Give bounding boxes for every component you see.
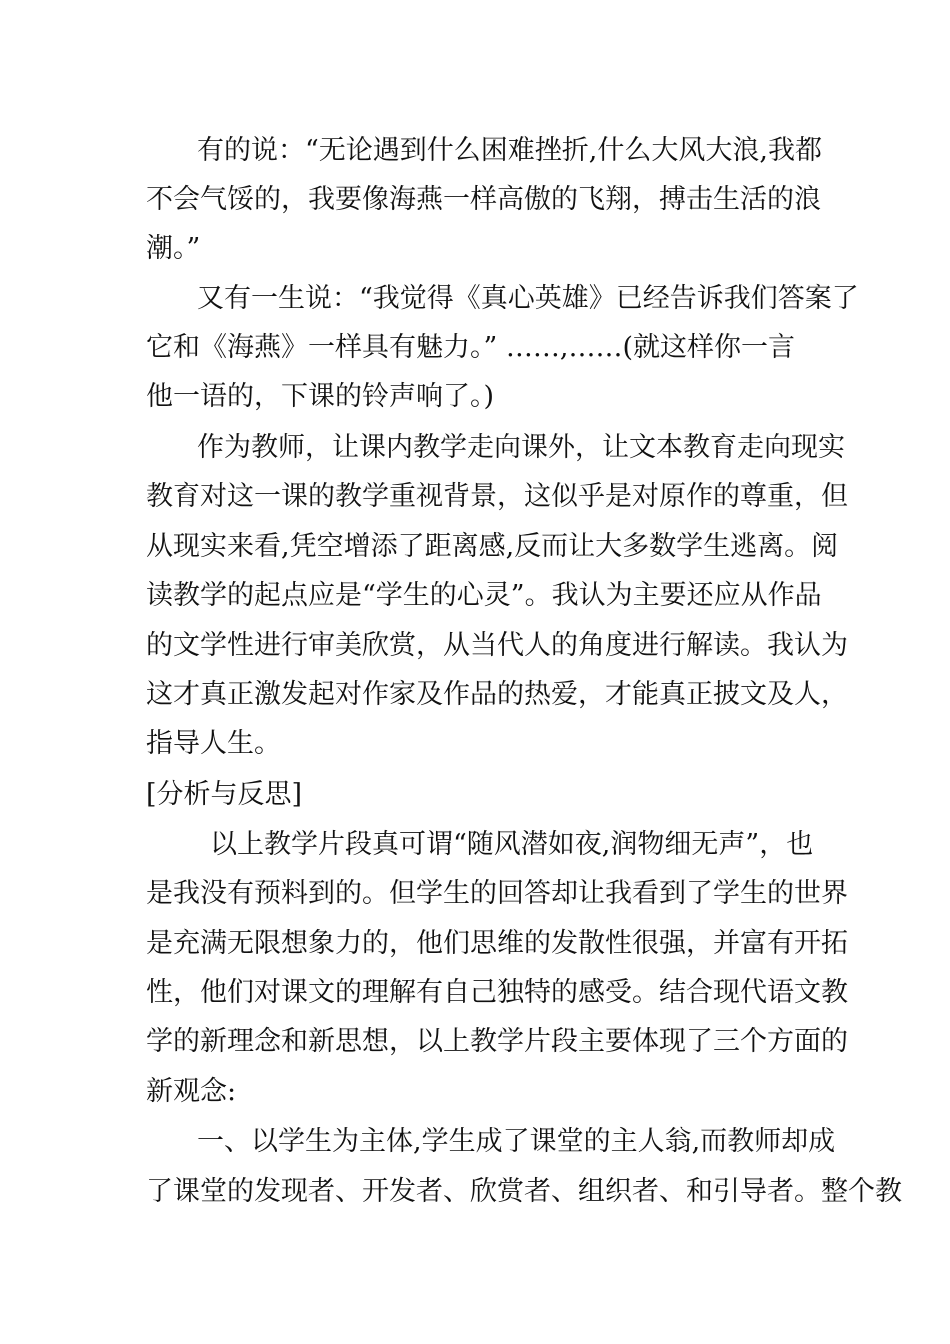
text-line: 的文学性进行审美欣赏，从当代人的角度进行解读。我认为 [146, 630, 848, 661]
section-heading: [分析与反思] [146, 779, 303, 810]
text-line: 这才真正激发起对作家及作品的热爱，才能真正披文及人， [146, 679, 848, 710]
text-line: 新观念: [146, 1076, 237, 1107]
text-line: 有的说：“无论遇到什么困难挫折,什么大风大浪,我都 [197, 135, 822, 166]
text-line: 以上教学片段真可谓“随风潜如夜,润物细无声”，也 [210, 829, 814, 860]
text-line: 是充满无限想象力的，他们思维的发散性很强，并富有开拓 [146, 928, 848, 959]
text-line: 教育对这一课的教学重视背景，这似乎是对原作的尊重，但 [146, 481, 848, 512]
text-line: 读教学的起点应是“学生的心灵”。我认为主要还应从作品 [146, 580, 822, 611]
text-line: 指导人生。 [146, 728, 281, 759]
text-line: 了课堂的发现者、开发者、欣赏者、组织者、和引导者。整个教 [146, 1176, 902, 1207]
text-line: 又有一生说：“我觉得《真心英雄》已经告诉我们答案了 [197, 283, 859, 314]
text-line: 他一语的，下课的铃声响了。) [146, 381, 495, 412]
text-line: 是我没有预料到的。但学生的回答却让我看到了学生的世界 [146, 878, 848, 909]
text-line: 从现实来看,凭空增添了距离感,反而让大多数学生逃离。阅 [146, 531, 839, 562]
text-line: 性，他们对课文的理解有自己独特的感受。结合现代语文教 [146, 977, 848, 1008]
text-line: 作为教师，让课内教学走向课外，让文本教育走向现实 [197, 432, 845, 463]
text-line: 一、以学生为主体,学生成了课堂的主人翁,而教师却成 [197, 1126, 836, 1157]
text-line: 潮。” [146, 233, 201, 264]
text-line: 不会气馁的，我要像海燕一样高傲的飞翔，搏击生活的浪 [146, 184, 821, 215]
text-line: 它和《海燕》一样具有魅力。” ……,……(就这样你一言 [146, 332, 796, 363]
text-line: 学的新理念和新思想，以上教学片段主要体现了三个方面的 [146, 1026, 848, 1057]
